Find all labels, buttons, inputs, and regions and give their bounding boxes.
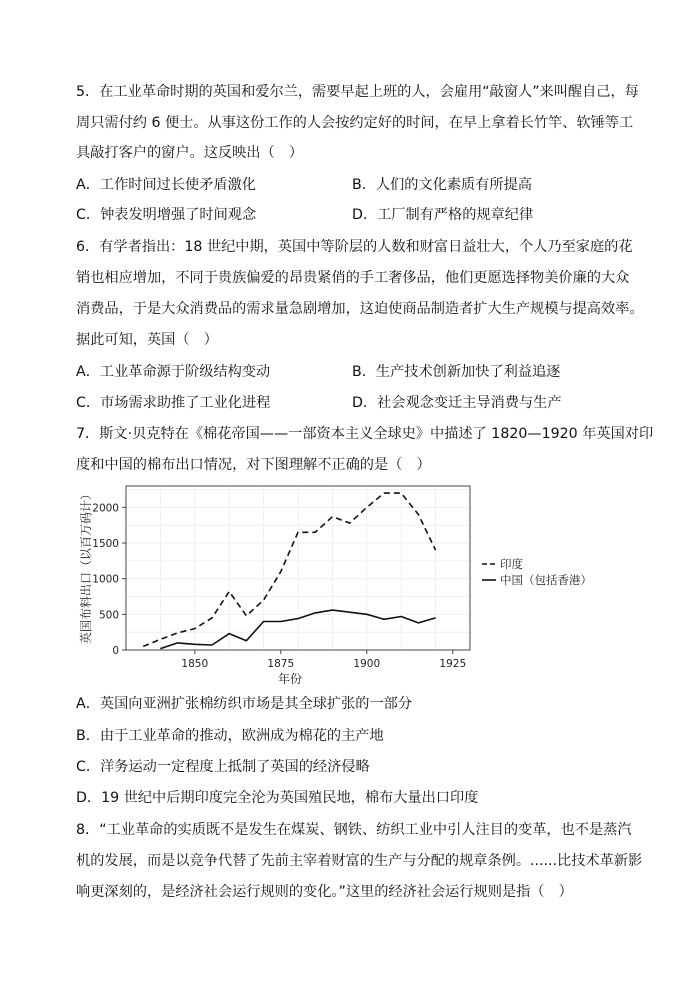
x-tick-label: 1925 xyxy=(439,658,467,670)
q5-stem-line-3: 具敲打客户的窗户。这反映出（ ） xyxy=(76,145,304,161)
q7-stem-line-1: 7．斯文·贝克特在《棉花帝国——一部资本主义全球史》中描述了 1820—1920 年英国对印 xyxy=(76,426,654,442)
chart-grid xyxy=(126,486,470,650)
x-tick-label: 1875 xyxy=(267,658,295,670)
q8-stem-line-3: 响更深刻的，是经济社会运行规则的变化。”这里的经济社会运行规则是指（ ） xyxy=(76,884,573,900)
x-tick-label: 1850 xyxy=(181,658,209,670)
q6-stem-line-1: 6．有学者指出：18 世纪中期，英国中等阶层的人数和财富日益壮大，个人乃至家庭的花 xyxy=(76,239,633,255)
q7-stem-line-2: 度和中国的棉布出口情况，对下图理解不正确的是（ ） xyxy=(76,457,431,473)
q5-stem-line-1: 5．在工业革命时期的英国和爱尔兰，需要早起上班的人，会雇用“敲窗人”来叫醒自己，每 xyxy=(76,84,639,100)
chart-xlabel: 年份 xyxy=(277,672,303,686)
chart-ylabel: 英国布料出口（以百万码计） xyxy=(79,487,93,645)
q6-option-b: B．生产技术创新加快了利益追逐 xyxy=(352,364,561,380)
q8-stem-line-2: 机的发展，而是以竞争代替了先前主宰着财富的生产与分配的规章条例。......比技术革新影 xyxy=(76,853,643,869)
y-tick-label: 0 xyxy=(112,645,119,657)
y-tick-label: 500 xyxy=(98,609,119,622)
q5-option-d: D．工厂制有严格的规章纪律 xyxy=(352,207,534,223)
q6-option-a: A．工业革命源于阶级结构变动 xyxy=(76,364,271,380)
series-line-india xyxy=(143,493,435,646)
q7-option-c: C．洋务运动一定程度上抵制了英国的经济侵略 xyxy=(76,759,370,775)
q6-stem-line-4: 据此可知，英国（ ） xyxy=(76,332,218,348)
q7-option-d: D．19 世纪中后期印度完全沦为英国殖民地，棉布大量出口印度 xyxy=(76,790,479,806)
y-tick-label: 1500 xyxy=(92,538,119,551)
y-tick-label: 2000 xyxy=(92,502,119,515)
legend-label-india: 印度 xyxy=(500,557,523,571)
q6-stem-line-3: 消费品，于是大众消费品的需求量急剧增加，这迫使商品制造者扩大生产规模与提高效率。 xyxy=(76,301,644,317)
q6-option-d: D．社会观念变迁主导消费与生产 xyxy=(352,395,562,411)
chart-legend xyxy=(482,557,592,587)
legend-label-china: 中国（包括香港） xyxy=(500,573,592,587)
q5-option-a: A．工作时间过长使矛盾激化 xyxy=(76,177,256,193)
q5-stem-line-2: 周只需付约 6 便士。从事这份工作的人会按约定好的时间，在早上拿着长竹竿、软锤等工 xyxy=(76,115,634,131)
q8-stem-line-1: 8．“工业革命的实质既不是发生在煤炭、钢铁、纺织工业中引人注目的变革，也不是蒸汽 xyxy=(76,822,632,838)
q5-option-c: C．钟表发明增强了时间观念 xyxy=(76,207,257,223)
q6-stem-line-2: 销也相应增加，不同于贵族偏爱的昂贵紧俏的手工奢侈品，他们更愿选择物美价廉的大众 xyxy=(76,270,630,286)
x-tick-label: 1900 xyxy=(353,658,381,670)
q7-option-a: A．英国向亚洲扩张棉纺织市场是其全球扩张的一部分 xyxy=(76,696,413,712)
q7-option-b: B．由于工业革命的推动，欧洲成为棉花的主产地 xyxy=(76,728,384,744)
y-tick-label: 1000 xyxy=(92,573,119,586)
cotton-export-chart xyxy=(76,478,616,690)
q6-option-c: C．市场需求助推了工业化进程 xyxy=(76,395,271,411)
q5-option-b: B．人们的文化素质有所提高 xyxy=(352,177,532,193)
